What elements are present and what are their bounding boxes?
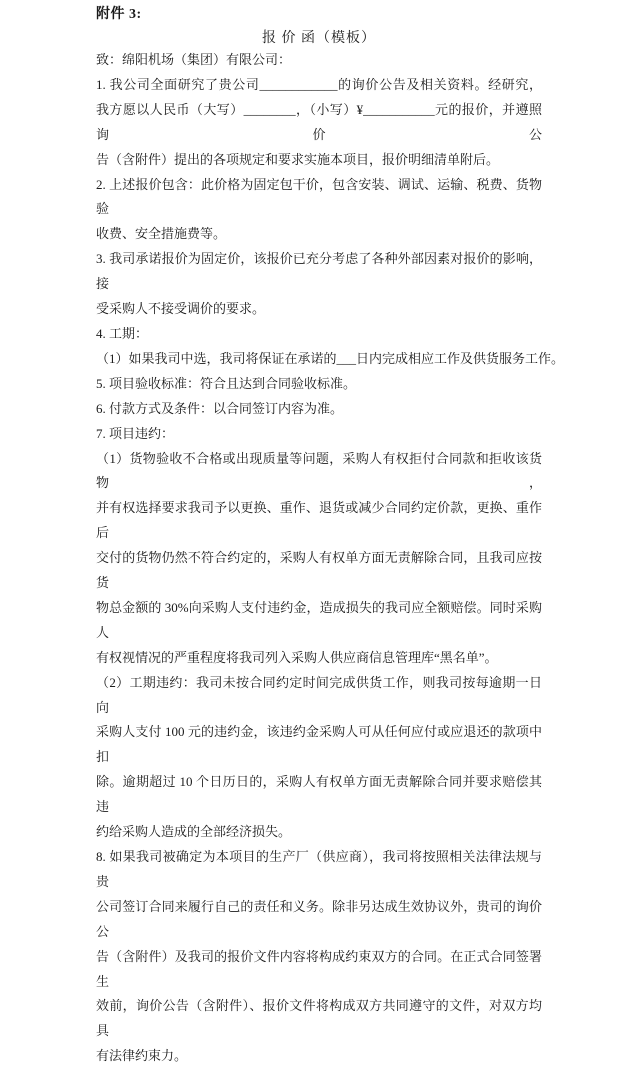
text-line: 物总金额的 30%向采购人支付违约金，造成损失的我司应全额赔偿。同时采购人 [96,599,542,640]
document-body [96,48,565,1069]
text-line: 告（含附件）提出的各项规定和要求实施本项目，报价明细清单附后。 [96,151,500,167]
text-line: 并有权选择要求我司予以更换、重作、退货或减少合同约定价款，更换、重作后 [96,500,542,541]
text-line: （2）工期违约：我司未按合同约定时间完成供货工作，则我司按每逾期一日向 [96,674,542,715]
text-line: 收费、安全措施费等。 [96,226,227,242]
attachment-label: 附件 3: [96,7,142,22]
text-line: 有法律约束力。 [96,1048,188,1064]
text-line: 效前，询价公告（含附件）、报价文件将构成双方共同遵守的文件，对双方均具 [96,998,542,1039]
text-line: 1. 我公司全面研究了贵公司____________的询价公告及相关资料。经研究， [96,76,542,92]
text-line: 6. 付款方式及条件：以合同签订内容为准。 [96,400,344,416]
text-line: 除。逾期超过 10 个日历日的，采购人有权单方面无责解除合同并要求赔偿其违 [96,774,542,815]
text-line: 告（含附件）及我司的报价文件内容将构成约束双方的合同。在正式合同签署生 [96,948,542,989]
text-line: 2. 上述报价包含：此价格为固定包干价，包含安装、调试、运输、税费、货物验 [96,176,542,217]
text-line: 3. 我司承诺报价为固定价，该报价已充分考虑了各种外部因素对报价的影响，接 [96,251,542,292]
document-title: 报 价 函（模板） [262,31,376,46]
text-line: 公司签订合同来履行自己的责任和义务。除非另达成生效协议外，贵司的询价公 [96,898,542,939]
text-line: 8. 如果我司被确定为本项目的生产厂（供应商），我司将按照相关法律法规与贵 [96,849,542,889]
text-line: 我方愿以人民币（大写）________，（小写）¥___________元的报价，并遵照询价公 [96,101,542,142]
text-line: 7. 项目违约： [96,425,175,441]
text-line: 5. 项目验收标准：符合且达到合同验收标准。 [96,375,357,391]
text-line: 致：绵阳机场（集团）有限公司： [96,52,292,67]
text-line: （1）如果我司中选，我司将保证在承诺的___日内完成相应工作及供货服务工作。 [96,350,565,366]
text-line: （1）货物验收不合格或出现质量等问题，采购人有权拒付合同款和拒收该货物， [96,450,542,491]
text-line: 约给采购人造成的全部经济损失。 [96,824,292,840]
text-line: 采购人支付 100 元的违约金，该违约金采购人可从任何应付或应退还的款项中扣 [96,724,542,765]
text-line: 交付的货物仍然不符合约定的，采购人有权单方面无责解除合同，且我司应按货 [96,550,542,591]
text-line: 受采购人不接受调价的要求。 [96,301,266,317]
text-line: 4. 工期： [96,325,149,341]
text-line: 有权视情况的严重程度将我司列入采购人供应商信息管理库“黑名单”。 [96,649,498,665]
